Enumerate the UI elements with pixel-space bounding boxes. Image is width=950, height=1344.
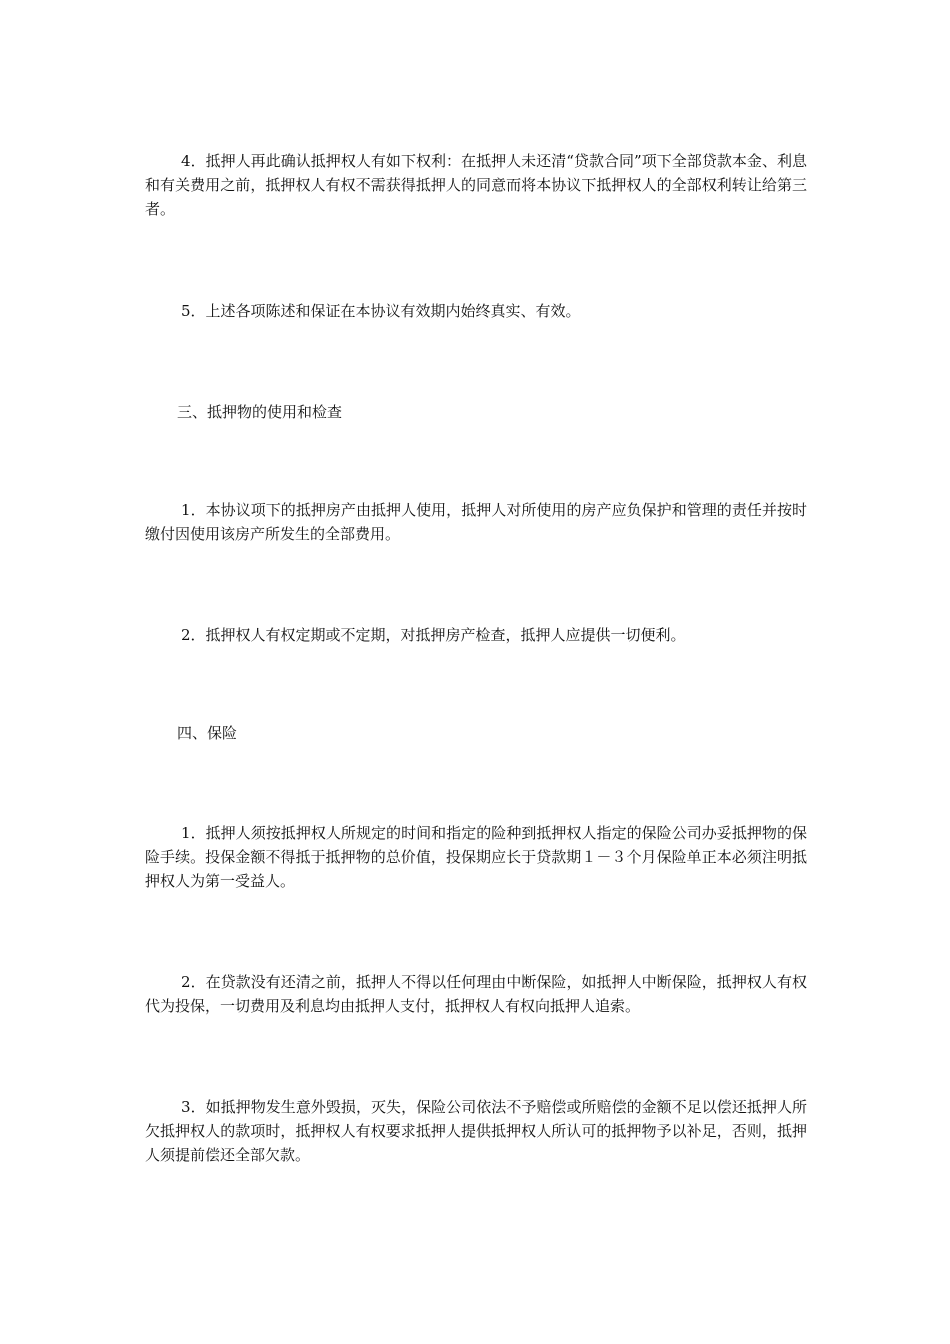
clause-1-insurance-procedure: 1．抵押人须按抵押权人所规定的时间和指定的险种到抵押权人指定的保险公司办妥抵押物的保险手续。投保金额不得抵于抵押物的总价值，投保期应长于贷款期１－３个月保险单正本必须注明抵押权人为第一受益人。 (145, 824, 807, 890)
section-heading-insurance: 四、保险 (177, 724, 238, 742)
clause-2-insurance-continuity: 2．在贷款没有还清之前，抵押人不得以任何理由中断保险，如抵押人中断保险，抵押权人有权代为投保，一切费用及利息均由抵押人支付，抵押权人有权向抵押人追索。 (145, 973, 807, 1015)
clause-4-transfer-rights: 4．抵押人再此确认抵押权人有如下权利：在抵押人未还清“贷款合同”项下全部贷款本金、利息和有关费用之前，抵押权人有权不需获得抵押人的同意而将本协议下抵押权人的全部权利转让给第三者。 (145, 152, 807, 218)
clause-3-damage-compensation: 3．如抵押物发生意外毁损，灭失，保险公司依法不予赔偿或所赔偿的金额不足以偿还抵押人所欠抵押权人的款项时，抵押权人有权要求抵押人提供抵押权人所认可的抵押物予以补足，否则，抵押人须提前偿还全部欠款。 (145, 1098, 807, 1164)
section-heading-use-and-inspection: 三、抵押物的使用和检查 (177, 403, 343, 421)
clause-2-inspection: 2．抵押权人有权定期或不定期，对抵押房产检查，抵押人应提供一切便利。 (181, 626, 686, 644)
clause-1-usage: 1．本协议项下的抵押房产由抵押人使用，抵押人对所使用的房产应负保护和管理的责任并按时缴付因使用该房产所发生的全部费用。 (145, 501, 807, 543)
clause-5-validity: 5．上述各项陈述和保证在本协议有效期内始终真实、有效。 (181, 302, 581, 320)
